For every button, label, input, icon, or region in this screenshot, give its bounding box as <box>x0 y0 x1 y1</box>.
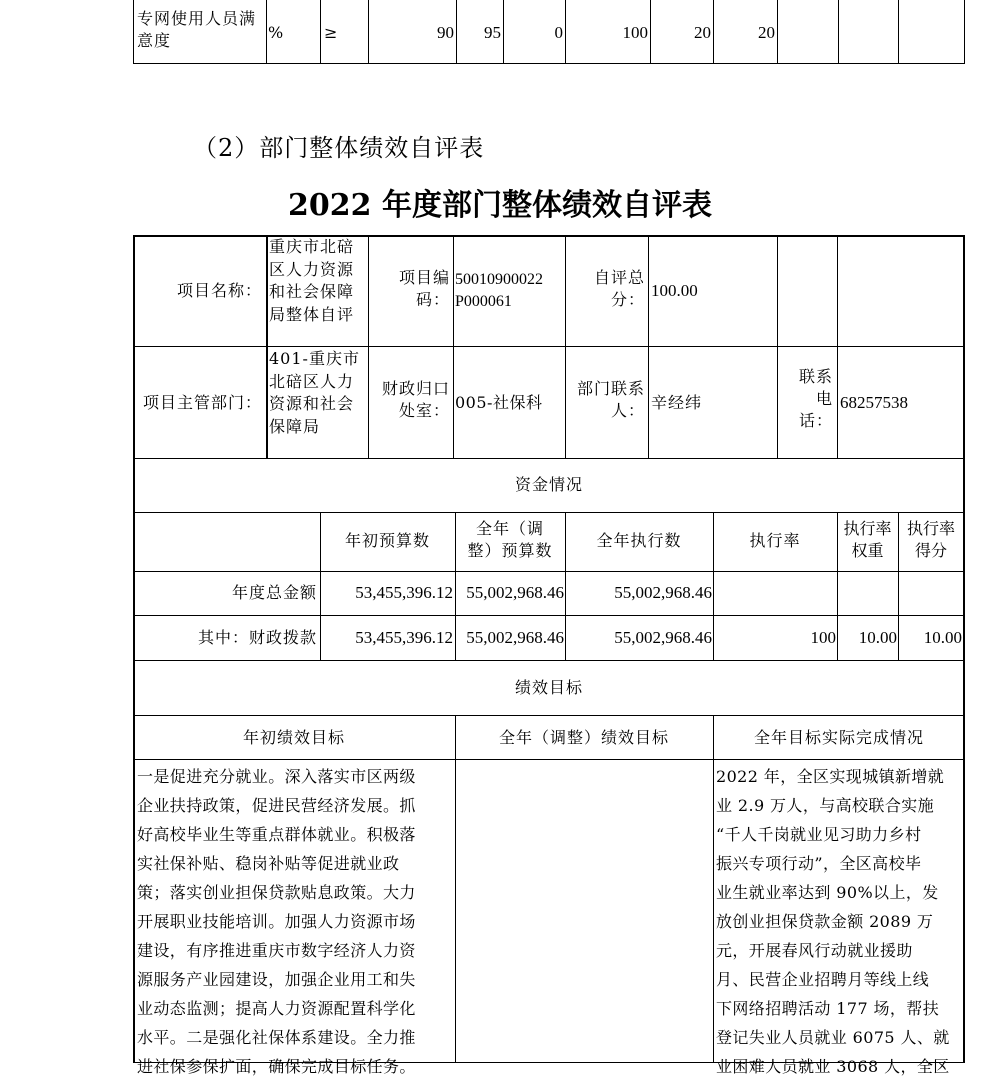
indicator-operator: ≥ <box>324 23 338 42</box>
indicator-value-4: 100 <box>622 23 648 42</box>
project-name-value: 重庆市北碚 区人力资源 和社会保障 局整体自评 <box>269 237 355 324</box>
phone-label: 联系 电 话： <box>798 367 833 430</box>
funds-row-label: 其中：财政拨款 <box>197 628 317 647</box>
funds-header-score: 执行率 得分 <box>906 519 955 560</box>
project-name-label: 项目名称： <box>176 281 262 300</box>
indicator-value-3: 0 <box>554 23 563 42</box>
indicator-value-5: 20 <box>694 23 711 42</box>
finance-value: 005-社保科 <box>455 393 543 412</box>
funds-row-initial: 53,455,396.12 <box>355 628 453 647</box>
funds-section-title: 资金情况 <box>514 475 583 494</box>
funds-row-initial: 53,455,396.12 <box>355 583 453 602</box>
score-value: 100.00 <box>651 281 698 300</box>
funds-row-weight: 10.00 <box>858 628 897 647</box>
finance-label: 财政归口 处室： <box>381 379 450 420</box>
project-code-label: 项目编 码： <box>398 268 450 309</box>
funds-header-executed: 全年执行数 <box>596 531 682 550</box>
funds-row-score: 10.00 <box>923 628 962 647</box>
phone-value: 68257538 <box>840 393 908 412</box>
funds-row-label: 年度总金额 <box>231 583 317 602</box>
contact-value: 辛经纬 <box>651 393 703 412</box>
indicator-value-2: 95 <box>484 23 501 42</box>
contact-label: 部门联系 人： <box>576 379 645 420</box>
goals-section-title: 绩效目标 <box>514 678 583 697</box>
funds-row-adjusted: 55,002,968.46 <box>466 583 564 602</box>
dept-label: 项目主管部门： <box>142 393 262 412</box>
project-code-value: 50010900022 P000061 <box>455 271 543 310</box>
goals-header-initial: 年初绩效目标 <box>242 728 345 747</box>
funds-header-adjusted: 全年（调 整）预算数 <box>467 519 553 560</box>
funds-row-rate: 100 <box>810 628 836 647</box>
funds-header-rate: 执行率 <box>749 531 801 550</box>
indicator-label: 专网使用人员满 意度 <box>137 9 257 50</box>
goals-header-actual: 全年目标实际完成情况 <box>753 728 924 747</box>
goals-actual-text: 2022 年，全区实现城镇新增就 业 2.9 万人，与高校联合实施 “千人千岗就业见习助力乡村 振兴专项行动”，全区高校毕 业生就业率达到 90%以上，发 放创业担保贷款金额 2089 万 元，开展春风行动就业援助 月、民营企业招聘月等线上线 下网络招聘活动 177 场，帮扶 登记失业人员就业 6075 人、就 业困难人员就业 3068 人，全区 <box>716 767 950 1076</box>
funds-header-initial: 年初预算数 <box>344 531 430 550</box>
dept-value: 401-重庆市 北碚区人力 资源和社会 保障局 <box>269 349 360 436</box>
section-heading: （2）部门整体绩效自评表 <box>193 134 485 162</box>
goals-header-adjusted: 全年（调整）绩效目标 <box>498 728 669 747</box>
score-label: 自评总 分： <box>593 268 645 309</box>
funds-header-weight: 执行率 权重 <box>843 519 892 560</box>
funds-row-executed: 55,002,968.46 <box>614 628 712 647</box>
document-title: 2022 年度部门整体绩效自评表 <box>288 188 712 223</box>
indicator-value-6: 20 <box>758 23 775 42</box>
indicator-unit: % <box>268 23 284 42</box>
funds-row-adjusted: 55,002,968.46 <box>466 628 564 647</box>
funds-row-executed: 55,002,968.46 <box>614 583 712 602</box>
goals-initial-text: 一是促进充分就业。深入落实市区两级 企业扶持政策，促进民营经济发展。抓 好高校毕业生等重点群体就业。积极落 实社保补贴、稳岗补贴等促进就业政 策；落实创业担保贷款贴息政策。大力 开展职业技能培训。加强人力资源市场 建设，有序推进重庆市数字经济人力资 源服务产业园建设，加强企业用工和失 业动态监测；提高人力资源配置科学化 水平。二是强化社保体系建设。全力推 进社保参保扩面，确保完成目标任务。 <box>137 767 416 1076</box>
indicator-value-1: 90 <box>437 23 454 42</box>
